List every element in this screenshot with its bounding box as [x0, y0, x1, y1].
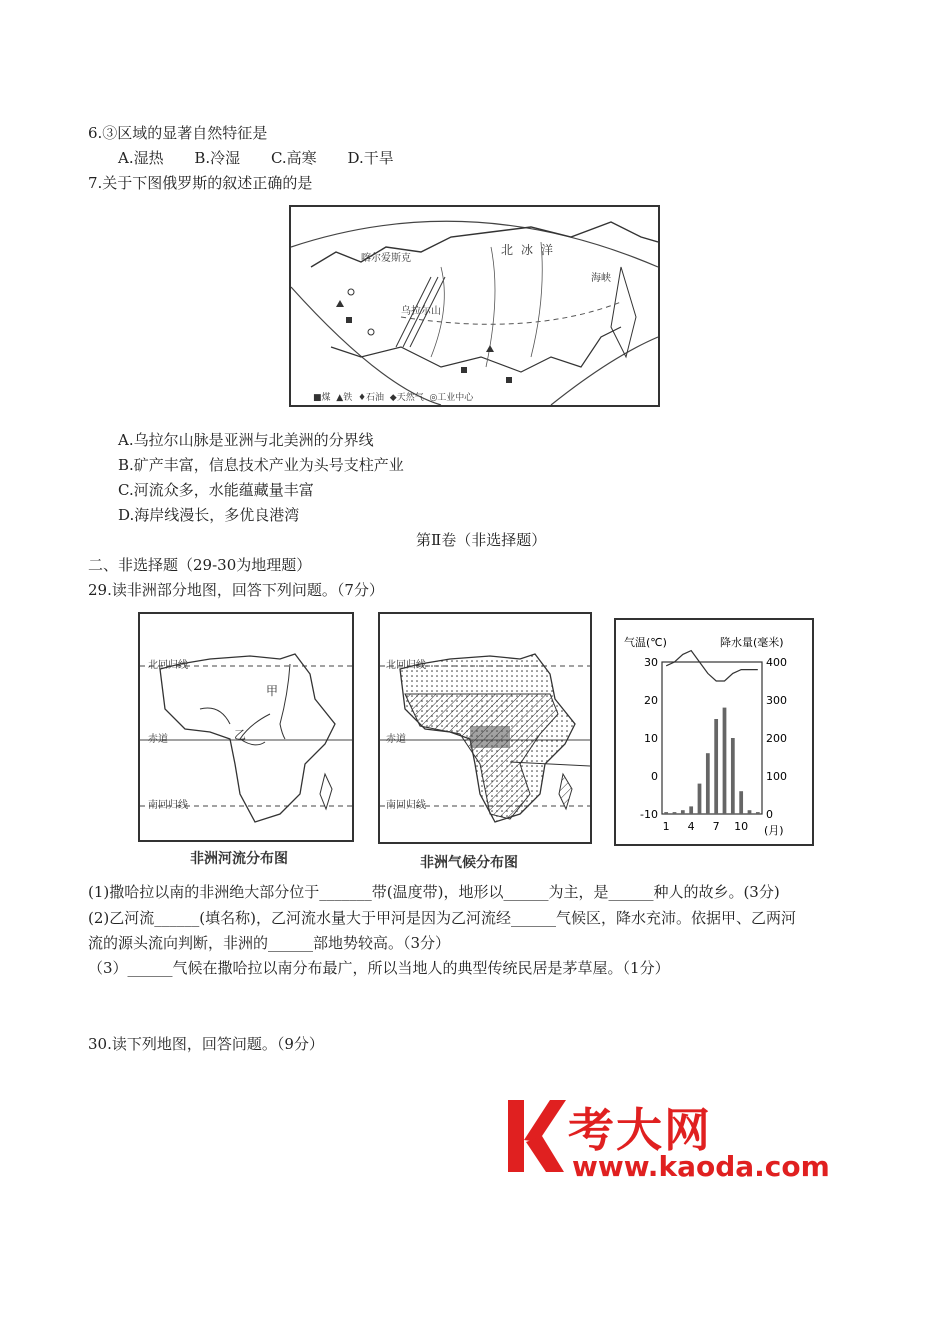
climograph-precip-label: 降水量(毫米)	[720, 636, 784, 649]
climograph	[614, 618, 814, 846]
precip-tick-label: 100	[766, 770, 787, 783]
russia-map	[289, 205, 660, 407]
month-tick-label: 1	[662, 820, 670, 833]
temp-tick-label: 0	[651, 770, 658, 783]
q6-option-a: A.湿热	[118, 149, 164, 167]
climograph-chart	[616, 620, 812, 844]
legend-oil: 石油	[366, 393, 385, 403]
iron-icon: ▲	[336, 393, 344, 403]
map1-label-tropic-n: 北回归线	[148, 660, 188, 671]
temp-tick-label: 10	[644, 732, 658, 745]
map1-caption: 非洲河流分布图	[190, 851, 288, 867]
precip-tick-label: 400	[766, 656, 787, 669]
map1-label-jia: 甲	[266, 684, 279, 698]
q7-option-a: A.乌拉尔山脉是亚洲与北美洲的分界线	[118, 431, 374, 449]
temp-tick-label: 20	[644, 694, 658, 707]
month-tick-label: 7	[712, 820, 720, 833]
precipitation-bar	[748, 810, 752, 814]
precip-tick-label: 0	[766, 808, 773, 821]
map2-label-tropic-n: 北回归线	[386, 660, 426, 671]
map2-label-equator: 赤道	[386, 734, 406, 745]
q7-option-c: C.河流众多，水能蕴藏量丰富	[118, 481, 314, 499]
russia-map-drawing	[291, 207, 658, 405]
q6-stem: 6.③区域的显著自然特征是	[88, 124, 268, 142]
temp-tick-label: 30	[644, 656, 658, 669]
q6-option-c: C.高寒	[270, 149, 317, 167]
q6-options	[118, 148, 420, 168]
map1-label-equator: 赤道	[148, 734, 168, 745]
precipitation-bar	[731, 738, 735, 814]
q6-option-b: B.冷湿	[194, 149, 241, 167]
precipitation-bar	[673, 812, 677, 814]
month-tick-label: 4	[687, 820, 695, 833]
kaoda-logo-icon	[502, 1096, 566, 1176]
map-label-strait: 海峡	[591, 273, 611, 284]
map-legend	[313, 390, 473, 403]
part2-heading: 第Ⅱ卷（非选择题）	[416, 531, 547, 549]
map2-label-tropic-s: 南回归线	[386, 800, 426, 811]
q30-stem: 30.读下列地图，回答问题。（9分）	[88, 1035, 324, 1053]
map1-label-tropic-s: 南回归线	[148, 800, 188, 811]
map-label-ural: 乌拉尔山	[401, 306, 441, 317]
legend-coal: 煤	[321, 393, 331, 403]
precipitation-bar	[698, 784, 702, 814]
precipitation-bar	[739, 791, 743, 814]
temp-tick-label: -10	[640, 808, 658, 821]
q29-sub3: （3）______气候在撒哈拉以南分布最广，所以当地人的典型传统民居是茅草屋。（1分）	[88, 959, 670, 977]
q29-sub1: (1)撒哈拉以南的非洲绝大部分位于_______带(温度带)，地形以______为主，是______种人的故乡。(3分)	[88, 883, 780, 901]
oil-icon: ♦	[357, 393, 367, 403]
coal-icon: ■	[313, 393, 322, 403]
precipitation-bar	[664, 812, 668, 814]
map-label-sea: 喀尔爱斯克	[361, 253, 411, 264]
q29-stem: 29.读非洲部分地图，回答下列问题。（7分）	[88, 581, 384, 599]
precipitation-bar	[681, 810, 685, 814]
watermark-brand: 考大网	[568, 1103, 712, 1157]
legend-iron: 铁	[343, 393, 353, 403]
q29-sub2b: 流的源头流向判断，非洲的______部地势较高。（3分）	[88, 934, 451, 952]
watermark-url: www.kaoda.com	[572, 1150, 830, 1183]
precipitation-bar	[756, 812, 760, 814]
map2-caption: 非洲气候分布图	[420, 855, 518, 871]
legend-industry: 工业中心	[437, 393, 474, 403]
q7-stem: 7.关于下图俄罗斯的叙述正确的是	[88, 174, 313, 192]
q29-sub2a: (2)乙河流______(填名称)，乙河流水量大于甲河是因为乙河流经______气候区，降水充沛。依据甲、乙两河	[88, 909, 796, 927]
climograph-month-unit: (月)	[764, 824, 784, 837]
gas-icon: ◆	[389, 393, 397, 403]
precipitation-bar	[689, 806, 693, 814]
map1-label-yi: 乙	[234, 728, 247, 742]
q7-option-b: B.矿产丰富，信息技术产业为头号支柱产业	[118, 456, 404, 474]
precipitation-bar	[706, 753, 710, 814]
climograph-temp-label: 气温(℃)	[624, 636, 667, 649]
legend-gas: 天然气	[396, 393, 424, 403]
precip-tick-label: 300	[766, 694, 787, 707]
precipitation-bar	[723, 708, 727, 814]
climograph-plot-frame	[662, 662, 762, 814]
africa-climate-map	[378, 612, 592, 844]
temperature-line	[666, 651, 758, 681]
precipitation-bar	[714, 719, 718, 814]
q7-option-d: D.海岸线漫长，多优良港湾	[118, 506, 300, 524]
map-label-ocean: 北冰洋	[501, 243, 562, 257]
q6-option-d: D.干旱	[347, 149, 394, 167]
africa-river-map	[138, 612, 354, 842]
precip-tick-label: 200	[766, 732, 787, 745]
part2-section: 二、非选择题（29-30为地理题）	[88, 556, 312, 574]
month-tick-label: 10	[734, 820, 749, 833]
industry-icon: ◎	[429, 393, 438, 403]
